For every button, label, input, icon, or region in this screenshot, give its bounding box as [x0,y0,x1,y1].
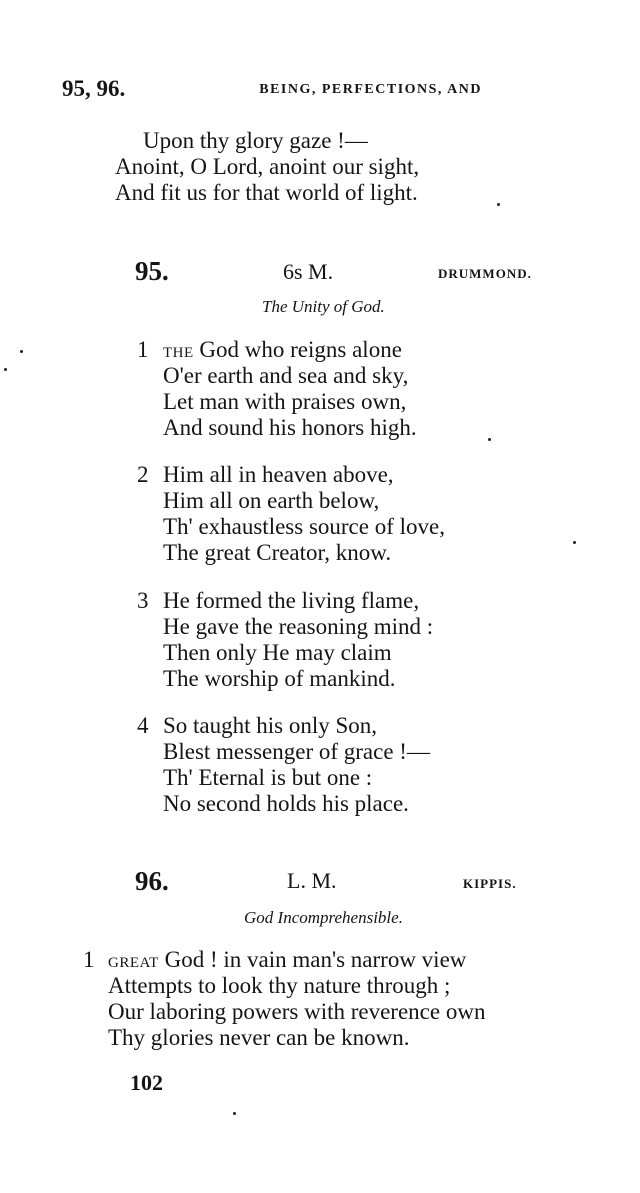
verse-line-rest: God who reigns alone [193,337,402,362]
running-title: BEING, PERFECTIONS, AND [259,82,482,97]
hymn-meter: L. M. [287,868,337,893]
verse-line: Attempts to look thy nature through ; [108,973,451,998]
hymn-meter: 6s M. [283,259,334,284]
verse-line: Blest messenger of grace !— [163,739,430,764]
hymn-tune: KIPPIS. [463,876,517,891]
scan-speck [488,438,491,441]
verse-line: No second holds his place. [163,791,409,816]
small-caps-word: GREAT [108,955,159,971]
verse-line: Him all on earth below, [163,488,380,513]
verse-line: Our laboring powers with reverence own [108,999,486,1024]
verse-line: Thy glories never can be known. [108,1025,410,1050]
hymn-number: 95. [135,256,169,286]
verse-line: O'er earth and sea and sky, [163,363,409,388]
verse-line: And sound his honors high. [163,415,417,440]
hymn-number: 96. [135,866,169,896]
verse-line: Then only He may claim [163,640,392,665]
verse-line: Upon thy glory gaze !— [143,128,368,153]
stanza-number: 3 [137,588,149,613]
verse-line: So taught his only Son, [163,713,378,738]
verse-line: Him all in heaven above, [163,462,394,487]
scan-speck [573,541,576,544]
hymn-range: 95, 96. [62,76,126,101]
scan-speck [233,1112,236,1115]
verse-line: Anoint, O Lord, anoint our sight, [115,154,420,179]
folio: 102 [130,1070,163,1095]
verse-line: The great Creator, know. [163,540,392,565]
hymn-subject: God Incomprehensible. [244,908,403,927]
verse-line: Th' exhaustless source of love, [163,514,445,539]
hymn-subject: The Unity of God. [262,297,385,316]
stanza-number: 1 [83,947,95,972]
verse-line: Th' Eternal is but one : [163,765,373,790]
running-head [62,76,482,106]
stanza-number: 1 [137,337,149,362]
verse-line: The worship of mankind. [163,666,396,691]
verse-line: He formed the living flame, [163,588,420,613]
scan-speck [497,203,500,206]
small-caps-word: THE [163,345,194,361]
verse-line: He gave the reasoning mind : [163,614,434,639]
verse-line: Let man with praises own, [163,389,407,414]
stanza-number: 2 [137,462,149,487]
verse-line: And fit us for that world of light. [115,180,418,205]
verse-line [108,947,466,976]
verse-line [163,337,402,366]
verse-line-rest: God ! in vain man's narrow view [158,947,467,972]
stanza-number: 4 [137,713,149,738]
scan-speck [20,350,23,353]
hymn-tune: DRUMMOND. [438,266,532,281]
scan-speck [4,368,7,371]
